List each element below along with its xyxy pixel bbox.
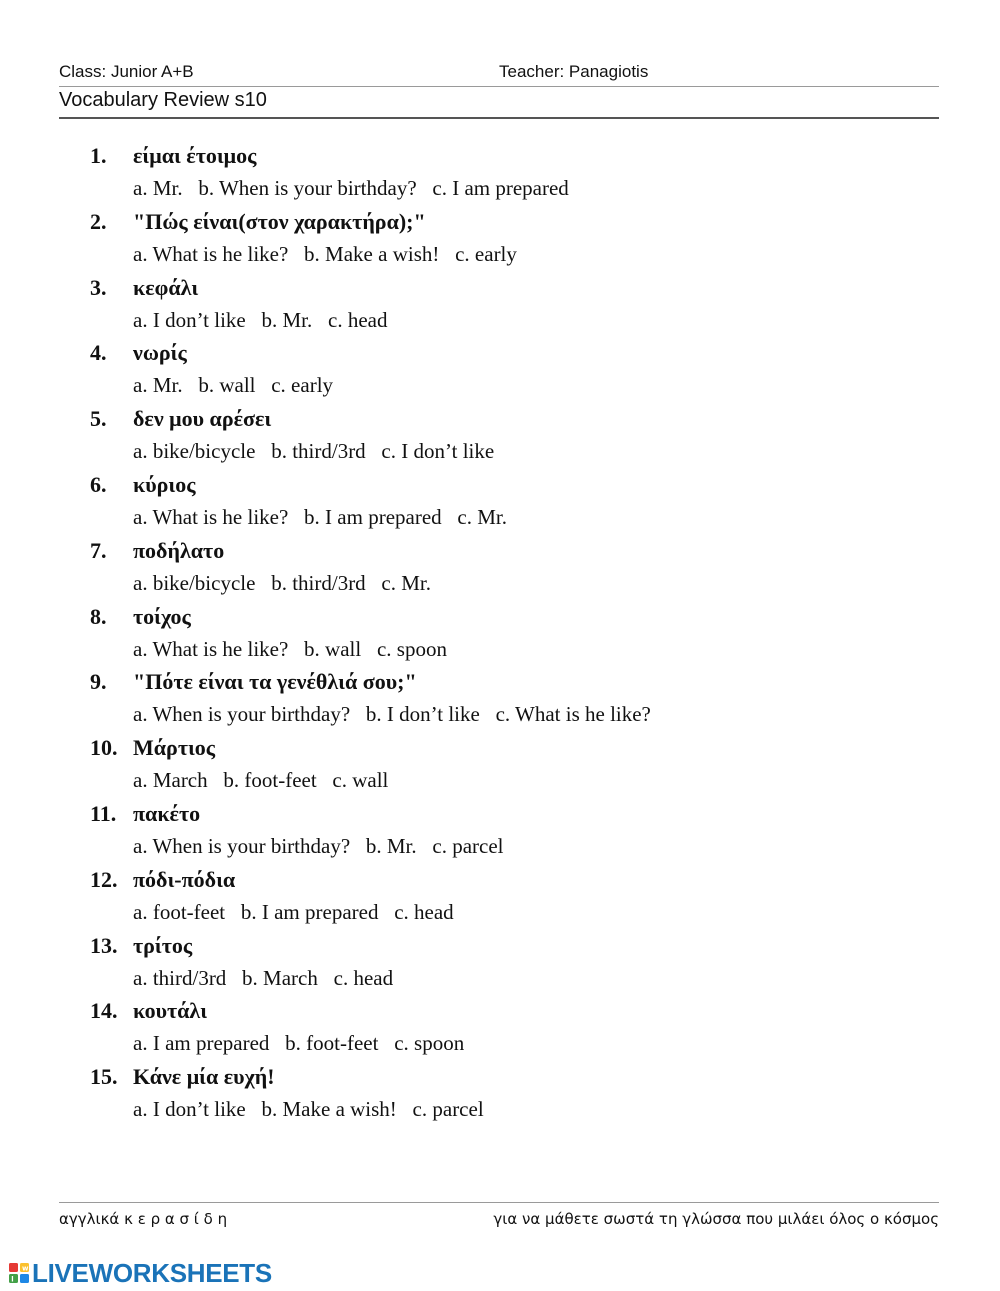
answer-options: a. When is your birthday? b. I don’t like c. What is he like? (133, 702, 651, 727)
question-prompt: ποδήλατο (133, 537, 225, 563)
answer-options: a. I am prepared b. foot-feet c. spoon (133, 1031, 465, 1056)
answer-options: a. foot-feet b. I am prepared c. head (133, 899, 454, 924)
question-prompt: "Πώς είναι(στον χαρακτήρα);" (133, 208, 426, 234)
question-number: 13. (90, 932, 118, 958)
svg-text:l: l (11, 1275, 14, 1284)
question-number: 3. (90, 274, 107, 300)
worksheet-header (59, 60, 939, 86)
question-number: 7. (90, 537, 107, 563)
question-prompt: κύριος (133, 471, 196, 497)
question-number: 1. (90, 143, 107, 168)
answer-options: a. What is he like? b. I am prepared c. Mr. (133, 504, 507, 529)
question-number: 6. (90, 471, 107, 497)
svg-text:w: w (22, 1264, 29, 1273)
question-prompt: κεφάλι (133, 274, 199, 300)
question-prompt: κουτάλι (133, 998, 208, 1024)
question-prompt: τοίχος (133, 603, 191, 629)
brand-logo[interactable] (8, 1258, 272, 1288)
brand-name: LIVEWORKSHEETS (32, 1257, 272, 1288)
question-number: 5. (90, 406, 107, 432)
question-number: 4. (90, 340, 107, 366)
answer-options: a. third/3rd b. March c. head (133, 965, 394, 990)
question-prompt: νωρίς (133, 340, 187, 366)
header-divider (59, 86, 939, 87)
question-number: 15. (90, 1064, 118, 1090)
footer-divider (59, 1202, 939, 1203)
question-prompt: Κάνε μία ευχή! (133, 1064, 275, 1090)
title-divider (59, 117, 939, 119)
question-prompt: "Πότε είναι τα γενέθλιά σου;" (133, 669, 417, 695)
question-prompt: πόδι-πόδια (133, 866, 236, 892)
question-number: 9. (90, 669, 107, 695)
question-prompt: είμαι έτοιμος (133, 143, 257, 168)
question-prompt: Μάρτιος (133, 735, 216, 761)
class-label: Class: Junior A+B (59, 62, 194, 81)
question-prompt: δεν μου αρέσει (133, 406, 272, 432)
question-number: 8. (90, 603, 107, 629)
question-number: 14. (90, 998, 118, 1024)
answer-options: a. When is your birthday? b. Mr. c. parcel (133, 833, 504, 858)
answer-options: a. Mr. b. When is your birthday? c. I am prepared (133, 176, 569, 200)
question-prompt: πακέτο (133, 800, 201, 826)
teacher-label: Teacher: Panagiotis (499, 62, 649, 81)
liveworksheets-logo-icon (8, 1261, 30, 1285)
answer-options: a. I don’t like b. Make a wish! c. parcel (133, 1097, 484, 1122)
question-number: 10. (90, 735, 118, 761)
answer-options: a. What is he like? b. wall c. spoon (133, 636, 447, 661)
question-number: 2. (90, 208, 107, 234)
answer-options: a. What is he like? b. Make a wish! c. early (133, 241, 517, 266)
answer-options: a. Mr. b. wall c. early (133, 373, 334, 398)
answer-options: a. March b. foot-feet c. wall (133, 768, 389, 793)
question-number: 12. (90, 866, 118, 892)
answer-options: a. bike/bicycle b. third/3rd c. Mr. (133, 570, 432, 595)
question-prompt: τρίτος (133, 932, 193, 958)
answer-options: a. bike/bicycle b. third/3rd c. I don’t like (133, 439, 495, 464)
worksheet-title: Vocabulary Review s10 (59, 89, 267, 111)
question-number: 11. (90, 800, 117, 826)
footer-right-text: για να μάθετε σωστά τη γλώσσα που μιλάει όλος ο κόσμος (493, 1210, 939, 1228)
answer-options: a. I don’t like b. Mr. c. head (133, 307, 388, 332)
footer-left-text: αγγλικά κ ε ρ α σ ί δ η (59, 1210, 228, 1228)
